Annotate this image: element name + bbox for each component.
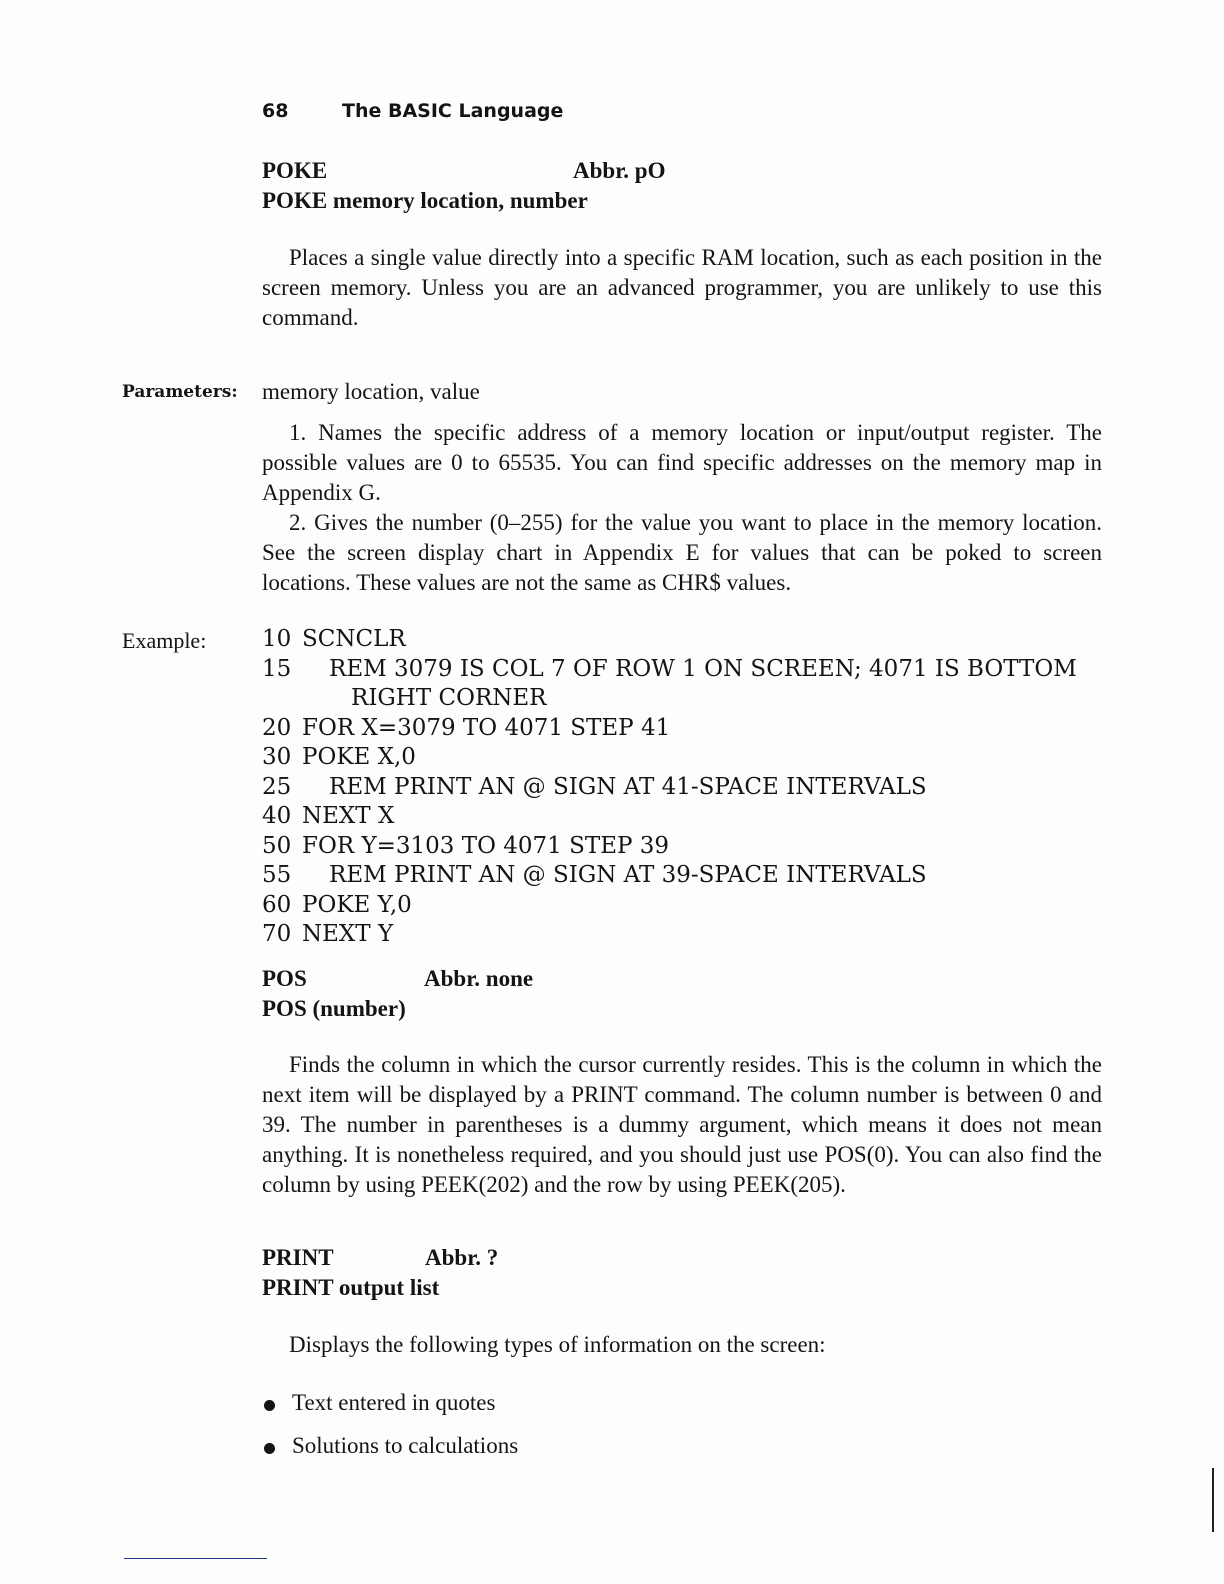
- print-syntax: PRINT output list: [262, 1275, 440, 1300]
- scan-edge-mark: [1212, 1468, 1214, 1532]
- code-line: 50 FOR Y=3103 TO 4071 STEP 39: [262, 832, 670, 859]
- poke-description: Places a single value directly into a specific RAM location, such as each position in the screen memory. Unless you are an advanced programmer, you are unlikely to use this command.: [262, 245, 1102, 330]
- print-name: PRINT: [262, 1245, 334, 1270]
- page-header: [262, 100, 563, 122]
- print-bullet-list: [262, 1390, 518, 1476]
- pos-abbr: Abbr. none: [424, 966, 534, 991]
- code-line: 30 POKE X,0: [262, 744, 416, 770]
- code-line: 10 SCNCLR: [262, 626, 406, 652]
- pos-description: Finds the column in which the cursor currently resides. This is the column in which the next item will be displayed by a PRINT command. The column number is between 0 and 39. The number in parentheses is a dummy argument, which means it does not mean anything. It is nonetheless required, and you should just use POS(0). You can also find the column by using PEEK(202) and the row by using PEEK(205).: [262, 1052, 1102, 1197]
- code-line-continuation: RIGHT CORNER: [351, 685, 547, 711]
- code-line: 60 POKE Y,0: [262, 891, 412, 918]
- parameter-note-2: 2. Gives the number (0–255) for the value you want to place in the memory location. See the screen display chart in Appendix E for values that can be poked to screen locations. These values are not the same as CHR$ values.: [262, 510, 1102, 595]
- code-listing: [262, 625, 1077, 950]
- code-line: 20 FOR X=3079 TO 4071 STEP 41: [262, 714, 671, 741]
- parameter-notes: [262, 418, 1102, 598]
- poke-heading: [262, 156, 665, 216]
- pos-name: POS: [262, 966, 307, 991]
- print-description: Displays the following types of information on the screen:: [289, 1332, 826, 1357]
- print-heading: [262, 1243, 498, 1303]
- list-item: Solutions to calculations: [262, 1433, 518, 1476]
- poke-syntax: POKE memory location, number: [262, 188, 588, 213]
- code-line: 15 REM 3079 IS COL 7 OF ROW 1 ON SCREEN; 4071 IS BOTTOM: [262, 655, 1077, 682]
- code-line: 55 REM PRINT AN @ SIGN AT 39-SPACE INTERVALS: [262, 862, 927, 888]
- bullet-icon: [264, 1443, 275, 1454]
- page-number: 68: [262, 100, 289, 122]
- poke-name: POKE: [262, 158, 328, 183]
- footnote-rule: [124, 1558, 267, 1559]
- print-abbr: Abbr. ?: [425, 1245, 499, 1270]
- parameter-note-1: 1. Names the specific address of a memory location or input/output register. The possible values are 0 to 65535. You can find specific addresses on the memory map in Appendix G.: [262, 420, 1102, 505]
- example-label: Example:: [122, 628, 207, 653]
- pos-syntax: POS (number): [262, 996, 406, 1021]
- list-item: Text entered in quotes: [262, 1390, 518, 1433]
- code-line: 25 REM PRINT AN @ SIGN AT 41-SPACE INTERVALS: [262, 773, 927, 800]
- code-line: 40 NEXT X: [262, 803, 395, 829]
- poke-abbr: Abbr. pO: [573, 158, 666, 183]
- bullet-icon: [264, 1400, 275, 1411]
- running-title: The BASIC Language: [342, 100, 564, 122]
- parameters-label: Parameters:: [122, 382, 238, 402]
- code-line: 70 NEXT Y: [262, 921, 394, 947]
- pos-heading: [262, 964, 533, 1024]
- parameters-value: memory location, value: [262, 379, 480, 404]
